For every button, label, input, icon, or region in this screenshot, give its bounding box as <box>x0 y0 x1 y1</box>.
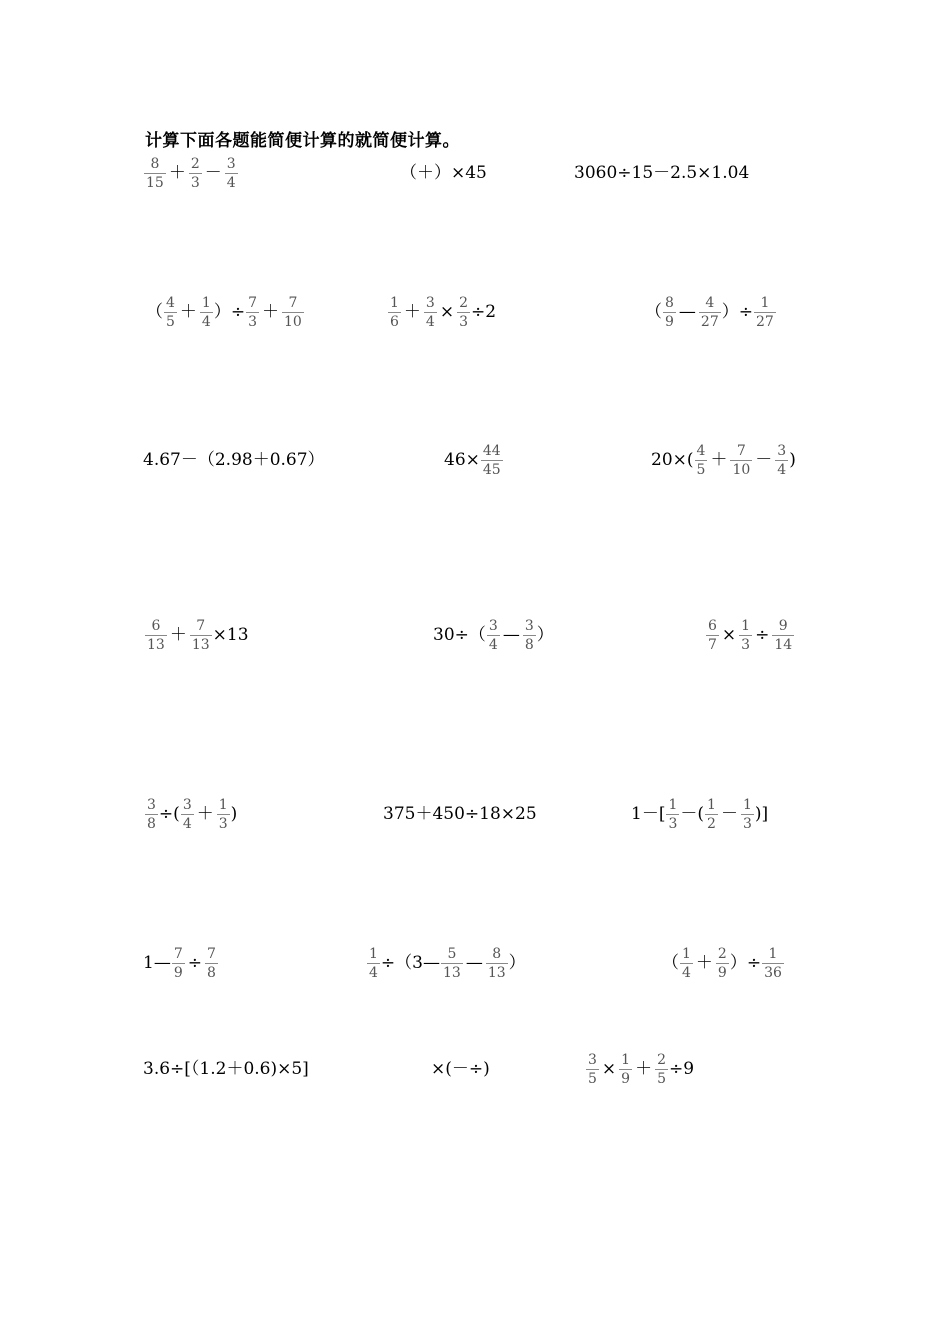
problem-5 <box>387 290 496 334</box>
fraction <box>762 947 784 980</box>
operator: — <box>678 301 696 322</box>
denominator: 9 <box>717 964 727 981</box>
denominator: 4 <box>425 313 435 330</box>
operator: ＋ <box>262 301 280 322</box>
fraction <box>754 296 776 329</box>
problem-16 <box>143 941 219 985</box>
numerator: 44 <box>482 442 501 459</box>
numerator: 5 <box>447 945 457 962</box>
problem-2 <box>400 151 487 195</box>
denominator: 9 <box>173 964 183 981</box>
denominator: 4 <box>226 174 236 191</box>
problem-18 <box>662 941 785 985</box>
numerator: 1 <box>742 796 752 813</box>
problem-14 <box>383 792 537 836</box>
expression-text: ）÷ <box>729 952 762 973</box>
denominator: 7 <box>708 636 717 653</box>
numerator: 2 <box>459 294 469 311</box>
numerator: 8 <box>492 945 502 962</box>
problem-1 <box>143 151 239 195</box>
denominator: 36 <box>764 964 782 981</box>
problem-8 <box>444 438 504 482</box>
fraction <box>225 157 238 190</box>
denominator: 4 <box>182 815 192 832</box>
numerator: 3 <box>226 155 236 172</box>
expression-text: )] <box>754 803 769 824</box>
operator: ＋ <box>635 1058 653 1079</box>
numerator: 1 <box>218 796 228 813</box>
numerator: 1 <box>682 945 691 962</box>
problem-4 <box>146 290 305 334</box>
problem-19 <box>143 1047 309 1091</box>
numerator: 3 <box>147 796 156 813</box>
fraction <box>164 296 177 329</box>
problem-9 <box>651 438 796 482</box>
denominator: 4 <box>777 461 787 478</box>
expression-text: 46× <box>444 449 480 470</box>
fraction <box>388 296 401 329</box>
fraction <box>741 798 754 831</box>
fraction <box>441 947 463 980</box>
problem-15 <box>631 792 768 836</box>
denominator: 8 <box>207 964 216 981</box>
problem-7 <box>143 438 325 482</box>
operator: × <box>439 301 455 322</box>
fraction <box>217 798 230 831</box>
problem-6 <box>645 290 777 334</box>
fraction <box>680 947 693 980</box>
expression-text: 30÷（ <box>433 624 486 645</box>
fraction <box>706 619 719 652</box>
numerator: 7 <box>248 294 258 311</box>
expression-text: （ <box>645 301 662 322</box>
fraction <box>619 1053 632 1086</box>
operator: － <box>204 162 222 183</box>
fraction <box>739 619 752 652</box>
fraction <box>145 619 167 652</box>
numerator: 7 <box>736 442 746 459</box>
fraction <box>189 157 202 190</box>
numerator: 3 <box>777 442 787 459</box>
expression-text: ）÷ <box>721 301 753 322</box>
numerator: 1 <box>621 1051 631 1068</box>
denominator: 3 <box>190 174 200 191</box>
denominator: 5 <box>166 313 175 330</box>
denominator: 27 <box>700 313 719 330</box>
numerator: 7 <box>196 617 206 634</box>
denominator: 14 <box>774 636 793 653</box>
numerator: 7 <box>207 945 216 962</box>
fraction <box>705 798 718 831</box>
operator: ÷ <box>755 624 770 645</box>
operator: － <box>755 449 773 470</box>
numerator: 1 <box>760 294 770 311</box>
operator: ＋ <box>403 301 421 322</box>
numerator: 2 <box>190 155 200 172</box>
problem-20 <box>431 1047 490 1091</box>
problem-17 <box>366 941 526 985</box>
fraction <box>663 296 676 329</box>
fraction <box>486 947 508 980</box>
numerator: 8 <box>665 294 674 311</box>
numerator: 6 <box>708 617 717 634</box>
operator: × <box>721 624 737 645</box>
denominator: 3 <box>742 815 752 832</box>
numerator: 4 <box>705 294 715 311</box>
denominator: 13 <box>147 636 165 653</box>
operator: ＋ <box>695 952 713 973</box>
denominator: 6 <box>390 313 399 330</box>
expression-text: ）÷ <box>213 301 246 322</box>
denominator: 4 <box>682 964 691 981</box>
denominator: 2 <box>707 815 716 832</box>
numerator: 6 <box>151 617 161 634</box>
fraction <box>200 296 213 329</box>
expression-text: （＋）×45 <box>400 162 487 183</box>
fraction <box>205 947 218 980</box>
fraction <box>487 619 500 652</box>
denominator: 13 <box>442 964 461 981</box>
expression-text: 20×( <box>651 449 694 470</box>
fraction <box>246 296 259 329</box>
expression-text: 4.67－（2.98＋0.67） <box>143 449 325 470</box>
operator: ＋ <box>710 449 728 470</box>
operator: ＋ <box>179 301 197 322</box>
numerator: 8 <box>150 155 160 172</box>
operator: — <box>502 624 520 645</box>
numerator: 1 <box>668 796 678 813</box>
expression-text: 1— <box>143 952 171 973</box>
expression-text: 375＋450÷18×25 <box>383 803 537 824</box>
expression-text: ÷( <box>158 803 180 824</box>
numerator: 3 <box>425 294 435 311</box>
numerator: 2 <box>717 945 727 962</box>
fraction <box>190 619 212 652</box>
denominator: 4 <box>201 313 211 330</box>
numerator: 7 <box>173 945 183 962</box>
operator: ÷ <box>187 952 202 973</box>
numerator: 1 <box>390 294 399 311</box>
numerator: 3 <box>588 1051 597 1068</box>
fraction <box>481 444 503 477</box>
operator: － <box>720 803 738 824</box>
denominator: 3 <box>218 815 228 832</box>
page-title: 计算下面各题能简便计算的就简便计算。 <box>145 131 460 151</box>
operator: ＋ <box>196 803 214 824</box>
denominator: 5 <box>588 1070 597 1087</box>
denominator: 5 <box>657 1070 667 1087</box>
numerator: 7 <box>288 294 298 311</box>
denominator: 3 <box>248 313 258 330</box>
expression-text: －( <box>680 803 705 824</box>
numerator: 3 <box>182 796 192 813</box>
denominator: 3 <box>668 815 678 832</box>
numerator: 9 <box>778 617 788 634</box>
fraction <box>695 444 708 477</box>
fraction <box>699 296 721 329</box>
problem-21 <box>585 1047 694 1091</box>
expression-text: ） <box>508 952 526 973</box>
expression-text: ÷（3— <box>380 952 440 973</box>
denominator: 9 <box>665 313 674 330</box>
numerator: 4 <box>696 442 706 459</box>
numerator: 1 <box>707 796 716 813</box>
expression-text: ) <box>789 449 796 470</box>
numerator: 3 <box>488 617 498 634</box>
denominator: 45 <box>482 461 501 478</box>
fraction <box>586 1053 599 1086</box>
problem-11 <box>433 613 554 657</box>
fraction <box>775 444 788 477</box>
numerator: 4 <box>166 294 175 311</box>
problem-3 <box>574 151 749 195</box>
expression-text: （ <box>146 301 163 322</box>
denominator: 15 <box>146 174 164 191</box>
denominator: 8 <box>147 815 156 832</box>
denominator: 13 <box>487 964 506 981</box>
expression-text: 3060÷15－2.5×1.04 <box>574 162 750 183</box>
expression-text: 1－[ <box>631 803 666 824</box>
fraction <box>367 947 380 980</box>
fraction <box>655 1053 668 1086</box>
denominator: 8 <box>524 636 534 653</box>
expression-text: ） <box>536 624 554 645</box>
denominator: 5 <box>696 461 706 478</box>
fraction <box>457 296 470 329</box>
fraction <box>144 157 166 190</box>
fraction <box>181 798 194 831</box>
fraction <box>730 444 752 477</box>
expression-text: ÷2 <box>471 301 497 322</box>
problem-10 <box>144 613 249 657</box>
operator: × <box>601 1058 617 1079</box>
numerator: 1 <box>369 945 378 962</box>
expression-text: ) <box>230 803 238 824</box>
operator: ＋ <box>169 624 187 645</box>
expression-text: 3.6÷[（1.2＋0.6)×5] <box>143 1058 309 1079</box>
denominator: 3 <box>741 636 751 653</box>
fraction <box>523 619 536 652</box>
problem-13 <box>144 792 237 836</box>
denominator: 4 <box>369 964 378 981</box>
numerator: 2 <box>657 1051 667 1068</box>
denominator: 27 <box>756 313 774 330</box>
denominator: 10 <box>732 461 751 478</box>
denominator: 10 <box>284 313 302 330</box>
expression-text: ÷9 <box>669 1058 695 1079</box>
numerator: 1 <box>201 294 211 311</box>
fraction <box>424 296 437 329</box>
fraction <box>145 798 158 831</box>
expression-text: ×13 <box>212 624 249 645</box>
expression-text: ×(－÷) <box>431 1058 490 1079</box>
denominator: 3 <box>459 313 469 330</box>
numerator: 1 <box>768 945 778 962</box>
fraction <box>172 947 185 980</box>
denominator: 13 <box>191 636 210 653</box>
fraction <box>282 296 304 329</box>
numerator: 3 <box>524 617 534 634</box>
denominator: 9 <box>621 1070 631 1087</box>
operator: — <box>465 952 483 973</box>
operator: ＋ <box>168 162 186 183</box>
expression-text: （ <box>662 952 679 973</box>
numerator: 1 <box>741 617 751 634</box>
fraction <box>716 947 729 980</box>
fraction <box>666 798 679 831</box>
denominator: 4 <box>488 636 498 653</box>
fraction <box>772 619 794 652</box>
problem-12 <box>705 613 795 657</box>
